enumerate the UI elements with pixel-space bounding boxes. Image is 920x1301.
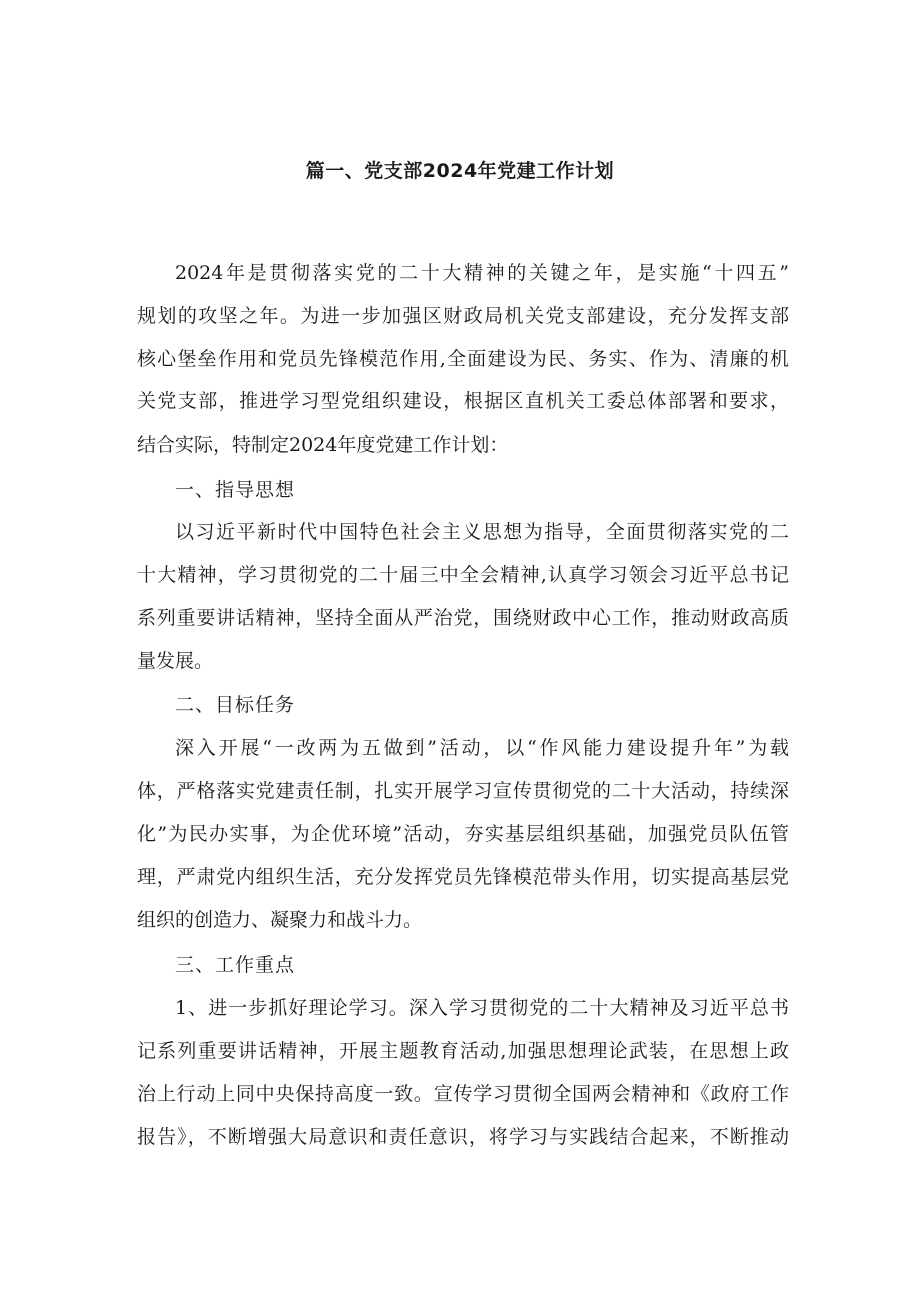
intro-line-4: 关党支部，推进学习型党组织建设，根据区直机关工委总体部署和要求， — [137, 390, 789, 412]
section2-line-2: 体，严格落实党建责任制，扎实开展学习宣传贯彻党的二十大活动，持续深 — [137, 780, 789, 802]
section1-line-1: 以习近平新时代中国特色社会主义思想为指导，全面贯彻落实党的二 — [175, 521, 789, 543]
section3-line-4: 报告》，不断增强大局意识和责任意识，将学习与实践结合起来，不断推动 — [137, 1126, 789, 1148]
section3-line-3: 治上行动上同中央保持高度一致。宣传学习贯彻全国两会精神和《政府工作 — [137, 1083, 789, 1105]
intro-line-3: 核心堡垒作用和党员先锋模范作用,全面建设为民、务实、作为、清廉的机 — [137, 348, 789, 370]
section3-line-1: 1、进一步抓好理论学习。深入学习贯彻党的二十大精神及习近平总书 — [175, 997, 789, 1019]
document-title: 篇一、党支部2024年党建工作计划 — [305, 160, 615, 182]
section2-line-3: 化”为民办实事，为企优环境”活动，夯实基层组织基础，加强党员队伍管 — [137, 823, 789, 845]
section3-line-2: 记系列重要讲话精神，开展主题教育活动,加强思想理论武装，在思想上政 — [137, 1040, 789, 1062]
section2-line-4: 理，严肃党内组织生活，充分发挥党员先锋模范带头作用，切实提高基层党 — [137, 866, 789, 888]
section1-line-3: 系列重要讲话精神，坚持全面从严治党，围绕财政中心工作，推动财政高质 — [137, 607, 789, 629]
section1-line-4: 量发展。 — [137, 650, 214, 672]
section-heading-key-work: 三、工作重点 — [175, 954, 296, 976]
section2-line-1: 深入开展“一改两为五做到”活动，以“作风能力建设提升年”为载 — [175, 737, 789, 759]
intro-line-5: 结合实际，特制定2024年度党建工作计划： — [137, 434, 509, 456]
section2-line-5: 组织的创造力、凝聚力和战斗力。 — [137, 909, 423, 931]
intro-line-2: 规划的攻坚之年。为进一步加强区财政局机关党支部建设，充分发挥支部 — [137, 305, 789, 327]
section-heading-guiding-thought: 一、指导思想 — [175, 479, 296, 501]
section1-line-2: 十大精神，学习贯彻党的二十届三中全会精神,认真学习领会习近平总书记 — [137, 564, 789, 586]
intro-line-1: 2024年是贯彻落实党的二十大精神的关键之年，是实施“十四五” — [175, 262, 789, 284]
section-heading-goals: 二、目标任务 — [175, 694, 296, 716]
